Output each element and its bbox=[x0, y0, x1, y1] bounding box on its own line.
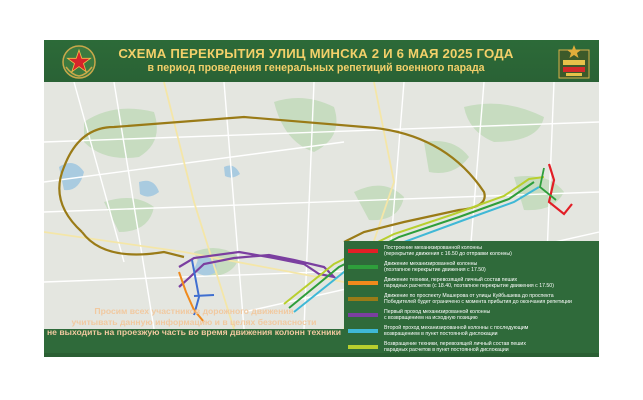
legend-text: Движение механизированной колонны (поэтапное перекрытие движения с 17.50) bbox=[384, 261, 486, 274]
map-legend bbox=[344, 241, 599, 357]
legend-item-second-pass bbox=[348, 325, 596, 338]
legend-item-column-assembly bbox=[348, 245, 596, 258]
closure-scheme-poster bbox=[44, 40, 599, 357]
legend-item-crew-transport bbox=[348, 277, 596, 290]
olive-line-swatch bbox=[348, 297, 378, 301]
legend-item-masherova-restriction bbox=[348, 293, 596, 306]
orange-line-swatch bbox=[348, 281, 378, 285]
yellow-green-line-swatch bbox=[348, 345, 378, 349]
page-title: СХЕМА ПЕРЕКРЫТИЯ УЛИЦ МИНСКА 2 И 6 МАЯ 2025 ГОДА bbox=[118, 46, 514, 61]
appeal-line: Просим всех участников дорожного движения bbox=[94, 306, 294, 316]
legend-text: Второй проход механизированной колонны с последующим возвращением в пункт постоянной дислокации bbox=[384, 325, 529, 338]
legend-text: Возвращение техники, перевозящей личный состав пеших парадных расчетов в пункт постоянной дислокации bbox=[384, 341, 526, 354]
legend-text: Построение механизированной колонны (перекрытие движения с 16.50 до отправки колонны) bbox=[384, 245, 512, 258]
purple-line-swatch bbox=[348, 313, 378, 317]
legend-text: Первый проход механизированной колонны с возвращением на исходную позицию bbox=[384, 309, 491, 322]
legend-item-first-pass bbox=[348, 309, 596, 322]
legend-text: Движение по проспекту Машерова от улицы Куйбышева до проспекта Победителей будет ограничено с момента прибытия до окончания репетиции bbox=[384, 293, 572, 306]
page-subtitle: в период проведения генеральных репетиций военного парада bbox=[147, 62, 485, 74]
bottom-strip bbox=[44, 353, 599, 357]
red-line-swatch bbox=[348, 249, 378, 253]
appeal-line: учитывать данную информацию и в целях безопасности bbox=[71, 316, 317, 327]
poster-header bbox=[44, 40, 599, 82]
victory-badge-icon bbox=[557, 44, 591, 80]
light-blue-line-swatch bbox=[348, 329, 378, 333]
safety-appeal bbox=[44, 298, 344, 357]
legend-text: Движение техники, перевозящей личный состав пеших парадных расчетов (с 18.40, поэтапное перекрытие движения с 17.50) bbox=[384, 277, 554, 290]
red-star-emblem-icon bbox=[62, 45, 96, 79]
legend-item-mechanized-column bbox=[348, 261, 596, 274]
appeal-line: не выходить на проезжую часть во время движения колонн техники bbox=[46, 327, 342, 337]
green-line-swatch bbox=[348, 265, 378, 269]
